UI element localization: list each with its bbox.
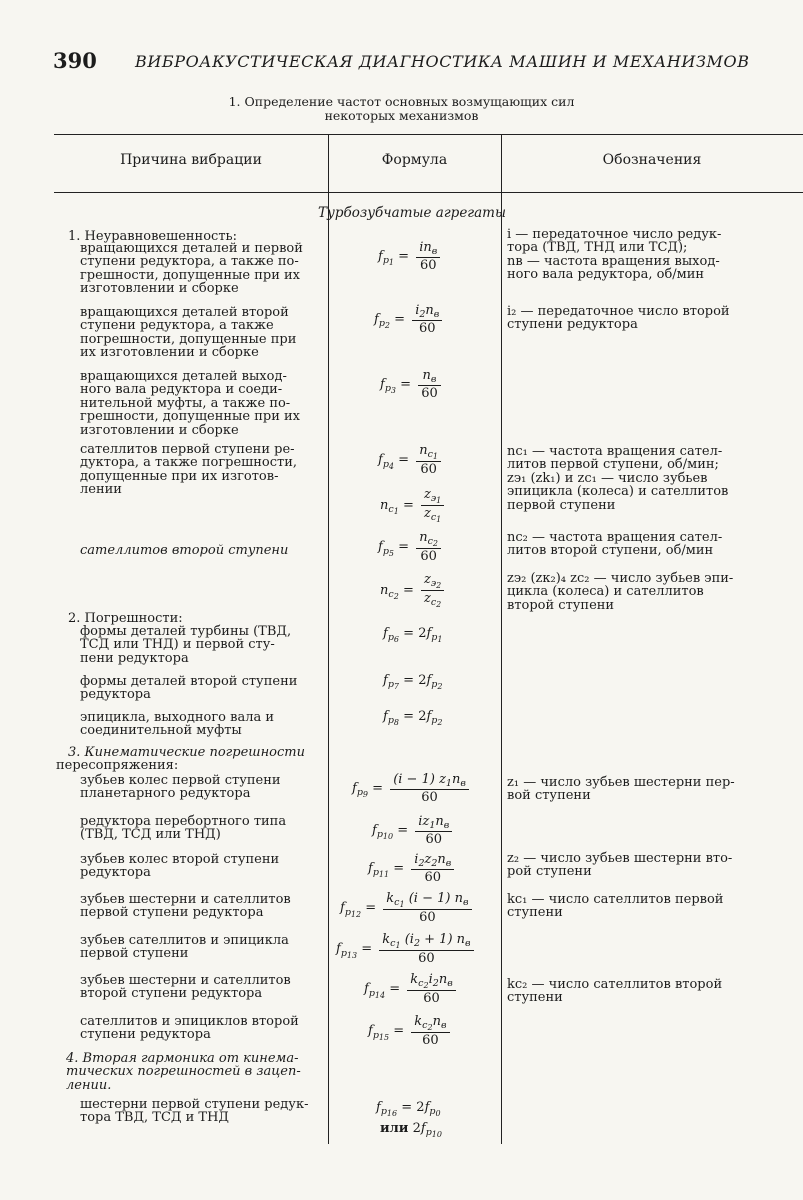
notation-item: i — передаточное число редук- тора (ТВД, ТНД или ТСД); nв — частота вращения выход- ного вала редуктора, об/мин: [507, 227, 722, 283]
formula-fp11: $f_{p_{11}}$ = $i_2z_2n_в$ 60: [368, 852, 454, 885]
column-header-formula: Формула: [381, 152, 448, 168]
formula-fp16: $f_{p_{16}} = 2f_{p_0}$: [376, 1100, 441, 1118]
cause-item: зубьев шестерни и сателлитов первой ступени редуктора: [80, 892, 291, 921]
notation-item: nc₂ — частота вращения сател- литов второй ступени, об/мин: [507, 530, 723, 559]
page-number: 390: [53, 48, 97, 73]
cause-item: формы деталей турбины (ТВД, ТСД или ТНД) и первой сту- пени редуктора: [80, 624, 292, 666]
formula-nc1: $n_{c_1}$ = $z_{э_1}$ $z_{c_1}$: [380, 487, 444, 524]
formula-fp15: $f_{p_{15}}$ = $k_{c_2}n_в$ 60: [368, 1014, 450, 1048]
formula-fp1: $f_{p_1}$ = $in_в$ 60: [378, 240, 440, 273]
notation-item: kc₂ — число сателлитов второй ступени: [507, 977, 723, 1006]
cause-item: вращающихся деталей выход- ного вала редуктора и соеди- нительной муфты, а также по- грешности, допущенные при их изготовлении и сборке: [80, 369, 301, 438]
formula-fp4: $f_{p_4}$ = $\frac{n_{c_1}}{60}$: [378, 443, 441, 477]
cause-heading-1: 1. Неуравновешенность:: [68, 229, 237, 244]
cause-item: вращающихся деталей и первой ступени редуктора, а также по- грешности, допущенные при их изготовлении и сборке: [80, 241, 303, 297]
formula-fp2: $f_{p_2}$ = $i_2n_в$ 60: [374, 303, 442, 336]
column-header-notation: Обозначения: [602, 152, 702, 168]
formula-fp6: $f_{p_6} = 2f_{p_1}$: [383, 626, 443, 644]
notation-item: z₂ — число зубьев шестерни вто- рой ступени: [507, 851, 733, 880]
cause-heading-3: 3. Кинематические погрешности: [68, 745, 305, 760]
cause-item: эпицикла, выходного вала и соединительной муфты: [80, 710, 274, 739]
cause-item: зубьев колес второй ступени редуктора: [80, 852, 280, 881]
cause-item: шестерни первой ступени редук- тора ТВД, ТСД и ТНД: [80, 1097, 309, 1126]
section-heading: Турбозубчатые агрегаты: [318, 205, 506, 221]
cause-item: вращающихся деталей второй ступени редуктора, а также погрешности, допущенные при их изготовлении и сборке: [80, 305, 297, 361]
cause-item: редуктора перебортного типа (ТВД, ТСД или ТНД): [80, 814, 287, 843]
notation-item: z₁ — число зубьев шестерни пер- вой ступени: [507, 775, 735, 804]
notation-item: i₂ — передаточное число второй ступени редуктора: [507, 304, 730, 333]
cause-heading-2: 2. Погрешности:: [68, 611, 183, 626]
table-header-rule: [54, 192, 803, 193]
cause-item: формы деталей второй ступени редуктора: [80, 674, 298, 703]
cause-item: сателлитов второй ступени: [80, 543, 289, 558]
cause-heading-3-cont: пересопряжения:: [56, 758, 179, 773]
formula-fp10: $f_{p_{10}}$ = $iz_1n_в$ 60: [372, 814, 452, 847]
formula-fp3: $f_{p_3}$ = $n_в$ 60: [380, 368, 441, 401]
formula-fp13: $f_{p_{13}}$ = $k_{c_1}$ $(i_2 + 1)$ $n_в$ 60: [336, 932, 474, 966]
cause-item: сателлитов и эпициклов второй ступени редуктора: [80, 1014, 299, 1043]
formula-fp12: $f_{p_{12}}$ = $k_{c_1}$ (i − 1) $n_в$ 60: [340, 891, 472, 925]
formula-fp16-alt: или $2f_{p_{10}}$: [380, 1121, 442, 1139]
formula-fp8: $f_{p_8} = 2f_{p_2}$: [383, 709, 443, 727]
notation-item: nc₁ — частота вращения сател- литов первой ступени, об/мин; zэ₁ (zk₁) и zc₁ — число зубьев эпицикла (колеса) и сателлитов первой ступени: [507, 444, 729, 513]
column-header-cause: Причина вибрации: [120, 152, 262, 168]
formula-fp14: $f_{p_{14}}$ = $k_{c_2}i_2n_в$ 60: [364, 972, 456, 1006]
formula-fp9: $f_{p_9}$ = (i − 1) $z_1n_в$ 60: [352, 772, 469, 805]
table-title-line1: 1. Определение частот основных возмущающих сил: [228, 94, 575, 109]
cause-item: зубьев колес первой ступени планетарного редуктора: [80, 773, 281, 802]
notation-item: kc₁ — число сателлитов первой ступени: [507, 892, 724, 921]
formula-fp7: $f_{p_7} = 2f_{p_2}$: [383, 673, 443, 691]
table-title-line2: некоторых механизмов: [324, 108, 479, 123]
cause-item: сателлитов первой ступени ре- дуктора, а также погрешности, допущенные при их изготов- лении: [80, 442, 298, 498]
column-divider-1: [328, 134, 329, 1144]
formula-nc2: $n_{c_2}$ = $z_{э_2}$ $z_{c_2}$: [380, 572, 444, 609]
notation-item: zэ₂ (zк₂)₄ zc₂ — число зубьев эпи- цикла (колеса) и сателлитов второй ступени: [507, 571, 734, 613]
cause-item: зубьев сателлитов и эпицикла первой ступени: [80, 933, 289, 962]
cause-item: зубьев шестерни и сателлитов второй ступени редуктора: [80, 973, 291, 1002]
running-head: ВИБРОАКУСТИЧЕСКАЯ ДИАГНОСТИКА МАШИН И МЕХАНИЗМОВ: [135, 52, 750, 71]
column-divider-2: [501, 134, 502, 1144]
table-top-rule: [54, 134, 803, 135]
cause-heading-4: 4. Вторая гармоника от кинема- тических погрешностей в зацеп- лении.: [66, 1051, 301, 1093]
formula-fp5: $f_{p_5}$ = $\frac{n_{c_2}}{60}$: [378, 530, 441, 564]
